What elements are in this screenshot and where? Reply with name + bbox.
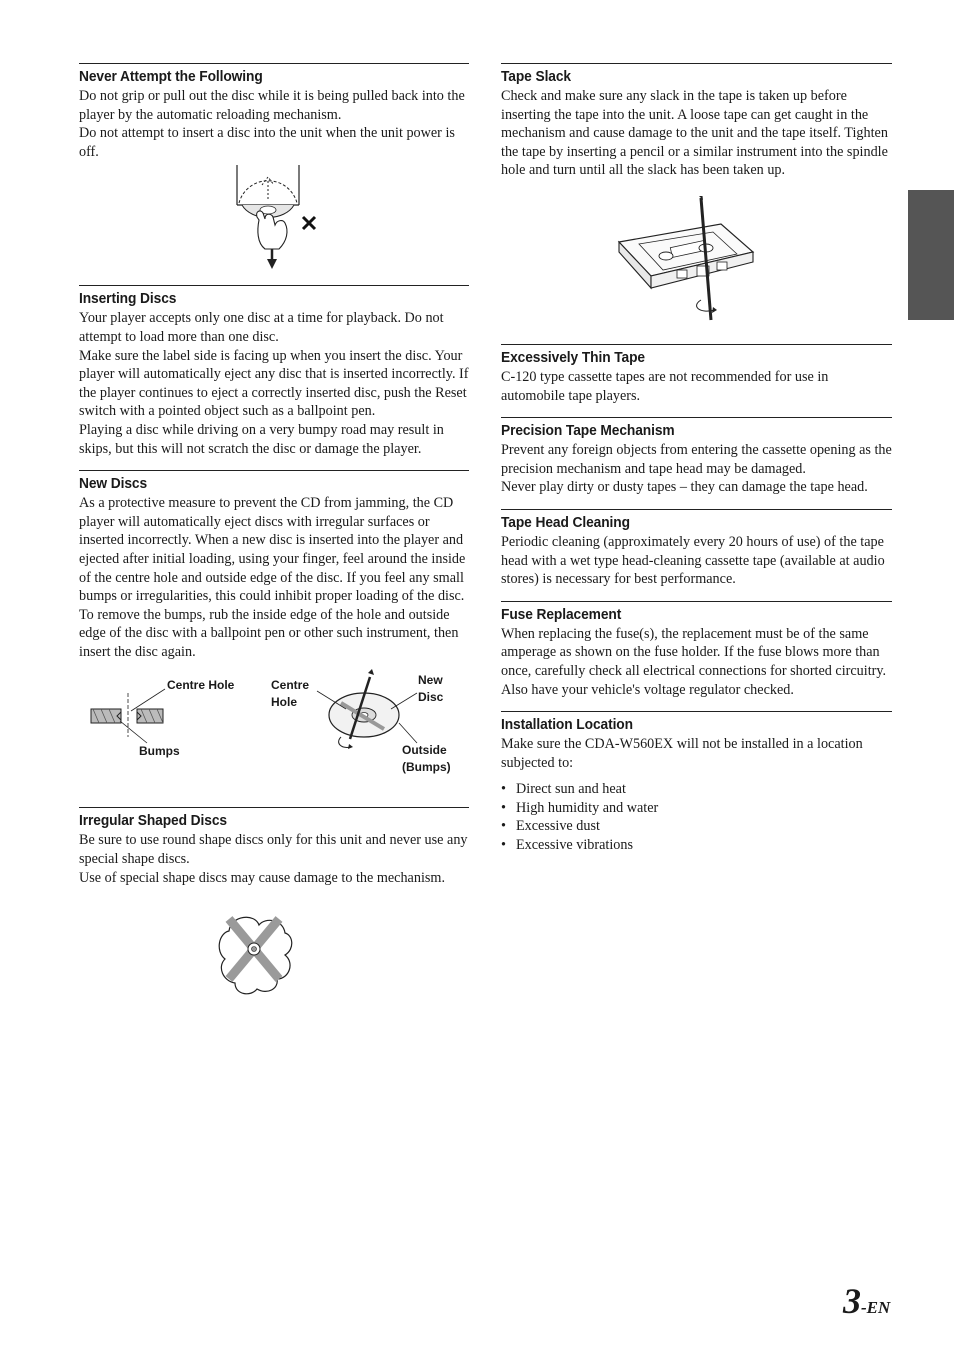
paragraph: Periodic cleaning (approximately every 20 hours of use) of the tape head with a wet type head-cleaning cassette tape (available at audio stores) is necessary for best performance. bbox=[501, 533, 885, 588]
disc-eject-illustration bbox=[79, 165, 469, 273]
section-irregular-discs bbox=[79, 807, 469, 1009]
label-new-disc: New Disc bbox=[418, 673, 444, 705]
paragraph: C-120 type cassette tapes are not recommended for use in automobile tape players. bbox=[501, 368, 829, 404]
page-number-suffix: -EN bbox=[861, 1298, 891, 1317]
section-heading: Excessively Thin Tape bbox=[501, 349, 645, 366]
right-column bbox=[501, 63, 892, 867]
section-heading: Inserting Discs bbox=[79, 291, 177, 308]
section-tab bbox=[908, 190, 954, 320]
paragraph: Make sure the label side is facing up when you insert the disc. Your player will automatically eject any disc that is inserted incorrectly. If the player continues to eject a correctly inserted disc, push the Reset switch with a pointed object such as a ballpoint pen. bbox=[79, 347, 469, 420]
figure-irregular-disc bbox=[79, 909, 469, 1009]
left-column bbox=[79, 63, 469, 1021]
cassette-pencil-illustration bbox=[501, 196, 892, 332]
section-never-attempt bbox=[79, 63, 469, 273]
section-heading: Tape Head Cleaning bbox=[501, 514, 630, 531]
paragraph: Never play dirty or dusty tapes – they can damage the tape head. bbox=[501, 479, 868, 496]
paragraph: As a protective measure to prevent the CD from jamming, the CD player will automatically eject discs with irregular surfaces or inserted incorrectly. When a new disc is inserted into the player and ejected after initial loading, using your finger, feel around the inside of the centre hole and outside edge of the disc. If you feel any small bumps or irregularities, this could inhibit proper loading of the disc. To remove the bumps, rub the inside edge of the hole and outside edge of the disc with a ballpoint pen or other such instrument, then insert the disc again. bbox=[79, 495, 466, 660]
section-heading: Irregular Shaped Discs bbox=[79, 813, 227, 830]
paragraph: Do not grip or pull out the disc while it is being pulled back into the player by the automatic reloading mechanism. bbox=[79, 88, 465, 123]
list-item: • High humidity and water bbox=[501, 799, 892, 818]
section-new-discs bbox=[79, 470, 469, 795]
paragraph: When replacing the fuse(s), the replacement must be of the same amperage as shown on the fuse holder. If the fuse blows more than once, carefully check all electrical connections for shorted circuitry. Also have your vehicle's voltage regulator checked. bbox=[501, 625, 887, 698]
section-installation-location bbox=[501, 711, 892, 855]
paragraph: Make sure the CDA-W560EX will not be installed in a location subjected to: bbox=[501, 736, 863, 771]
section-heading: New Discs bbox=[79, 476, 148, 493]
section-precision-mechanism bbox=[501, 417, 892, 497]
section-heading: Tape Slack bbox=[501, 69, 572, 85]
paragraph: Playing a disc while driving on a very bumpy road may result in skips, but this will not scratch the disc or damage the player. bbox=[79, 421, 444, 457]
paragraph: Use of special shape discs may cause damage to the mechanism. bbox=[79, 869, 445, 886]
section-thin-tape bbox=[501, 344, 892, 405]
label-centre-hole-2: Centre Hole bbox=[271, 678, 310, 710]
paragraph: Your player accepts only one disc at a time for playback. Do not attempt to load more than one disc. bbox=[79, 310, 444, 345]
label-outside-bumps: Outside (Bumps) bbox=[402, 743, 451, 775]
section-heading: Precision Tape Mechanism bbox=[501, 423, 675, 440]
label-centre-hole: Centre Hole bbox=[167, 678, 235, 693]
page-number bbox=[843, 1280, 890, 1322]
list-item: • Direct sun and heat bbox=[501, 780, 892, 799]
paragraph: Do not attempt to insert a disc into the unit when the unit power is off. bbox=[79, 125, 455, 160]
paragraph: Check and make sure any slack in the tape is taken up before inserting the tape into the unit. A loose tape can get caught in the mechanism and cause damage to the unit and the tape itself. Tighten the tape by inserting a pencil or a similar instrument into the spindle hole and turn until all the slack has been taken up. bbox=[501, 88, 888, 179]
section-head-cleaning bbox=[501, 509, 892, 589]
figure-tape-slack bbox=[501, 196, 892, 332]
irregular-disc-illustration bbox=[79, 909, 469, 1009]
list-item: • Excessive dust bbox=[501, 817, 892, 836]
section-heading: Fuse Replacement bbox=[501, 606, 622, 623]
section-inserting-discs bbox=[79, 285, 469, 458]
figure-disc-eject bbox=[79, 165, 469, 273]
paragraph: Prevent any foreign objects from entering the cassette opening as the precision mechanism and tape head may be damaged. bbox=[501, 442, 892, 477]
section-tape-slack bbox=[501, 63, 892, 332]
section-heading: Installation Location bbox=[501, 717, 633, 734]
paragraph: Be sure to use round shape discs only for this unit and never use any special shape discs. bbox=[79, 832, 468, 868]
label-bumps: Bumps bbox=[139, 744, 180, 759]
section-fuse-replacement bbox=[501, 601, 892, 699]
list-item: • Excessive vibrations bbox=[501, 836, 892, 855]
section-heading: Never Attempt the Following bbox=[79, 69, 263, 85]
figure-new-disc bbox=[79, 665, 469, 795]
page-number-digit: 3 bbox=[843, 1281, 861, 1321]
location-list bbox=[501, 780, 892, 854]
